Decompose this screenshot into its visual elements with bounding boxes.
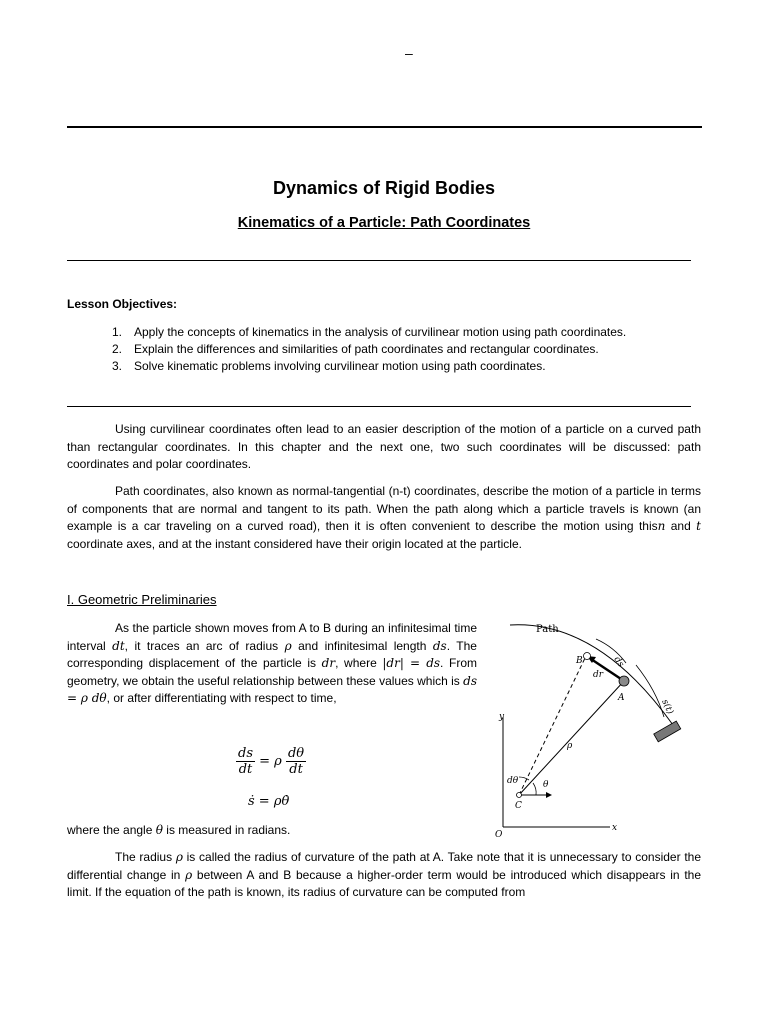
label-a: A	[618, 693, 625, 703]
label-path: Path	[536, 624, 559, 635]
reference-arrowhead	[546, 792, 552, 798]
objective-item: 3. Solve kinematic problems involving curvilinear motion using path coordinates.	[112, 359, 546, 373]
doc-title: Dynamics of Rigid Bodies	[272, 178, 496, 198]
label-x: x	[612, 823, 618, 833]
radius-to-B	[519, 656, 586, 795]
section-paragraph: As the particle shown moves from A to B during an infinitesimal time interval dt, it traces an arc of radius ρ and infinitesimal length ds. The corresponding displacement of the particle is dr, where |dr| = ds. From geometry, we obtain the useful relationship between these values which is ds = ρ dθ, or after differentiating with respect to time,	[67, 621, 478, 705]
label-b: B	[576, 656, 583, 666]
intro-paragraph-2: Path coordinates, also known as normal-tangential (n-t) coordinates, describe the motion of a particle in terms of components that are normal and tangent to its path. When the path along which a particle travels is known (an example is a car traveling on a curved road), then it is often convenient to describe the motion using thisn and t coordinate axes, and at the instant considered have their origin located at the particle.	[67, 484, 701, 551]
header-rule	[67, 126, 702, 128]
objectives-list	[112, 324, 626, 375]
theta-arc	[533, 783, 536, 795]
equation-rate: $\frac{ds}{dt}$ = ρ $\frac{d\theta}{dt}$	[238, 746, 305, 777]
label-y: y	[499, 712, 505, 722]
label-rho: ρ	[567, 741, 573, 751]
label-theta: θ	[543, 780, 549, 790]
label-dr: dr	[593, 670, 604, 680]
divider-line	[67, 260, 691, 261]
where-line: where the angle θ is measured in radians.	[67, 823, 291, 837]
header-mark: –	[405, 45, 413, 61]
dtheta-arc	[519, 777, 529, 780]
label-ds: ds	[611, 654, 626, 670]
objectives-heading: Lesson Objectives:	[67, 297, 178, 311]
label-s: s(t)	[659, 698, 675, 717]
particle-b	[584, 653, 591, 660]
divider-line	[67, 406, 691, 407]
objective-item: 1. Apply the concepts of kinematics in the analysis of curvilinear motion using path coordinates.	[112, 325, 627, 339]
label-c: C	[515, 801, 522, 811]
equation-speed: ṡ = ρθ̇	[248, 794, 290, 809]
path-curve	[510, 625, 673, 725]
objective-item: 2. Explain the differences and similarities of path coordinates and rectangular coordinates.	[112, 342, 599, 356]
path-support	[654, 721, 681, 742]
path-coordinates-figure	[488, 615, 698, 840]
intro-paragraph-1: Using curvilinear coordinates often lead to an easier description of the motion of a particle on a curved path than rectangular coordinates. In this chapter and the next one, two such coordinates will be discussed: path coordinates and polar coordinates.	[67, 422, 701, 471]
s-arc	[636, 665, 664, 717]
radius-to-A	[519, 681, 624, 795]
center-c	[517, 793, 522, 798]
label-o: O	[495, 830, 503, 840]
particle-a	[619, 676, 629, 686]
curvature-paragraph: The radius ρ is called the radius of curvature of the path at A. Take note that it is unnecessary to consider the differential change in ρ between A and B because a higher-order term would be introduced which disappears in the limit. If the equation of the path is known, its radius of curvature can be computed from	[67, 850, 702, 899]
doc-subtitle: Kinematics of a Particle: Path Coordinates	[237, 215, 531, 231]
section-title: I. Geometric Preliminaries	[67, 592, 217, 607]
label-dtheta: dθ	[507, 776, 519, 786]
